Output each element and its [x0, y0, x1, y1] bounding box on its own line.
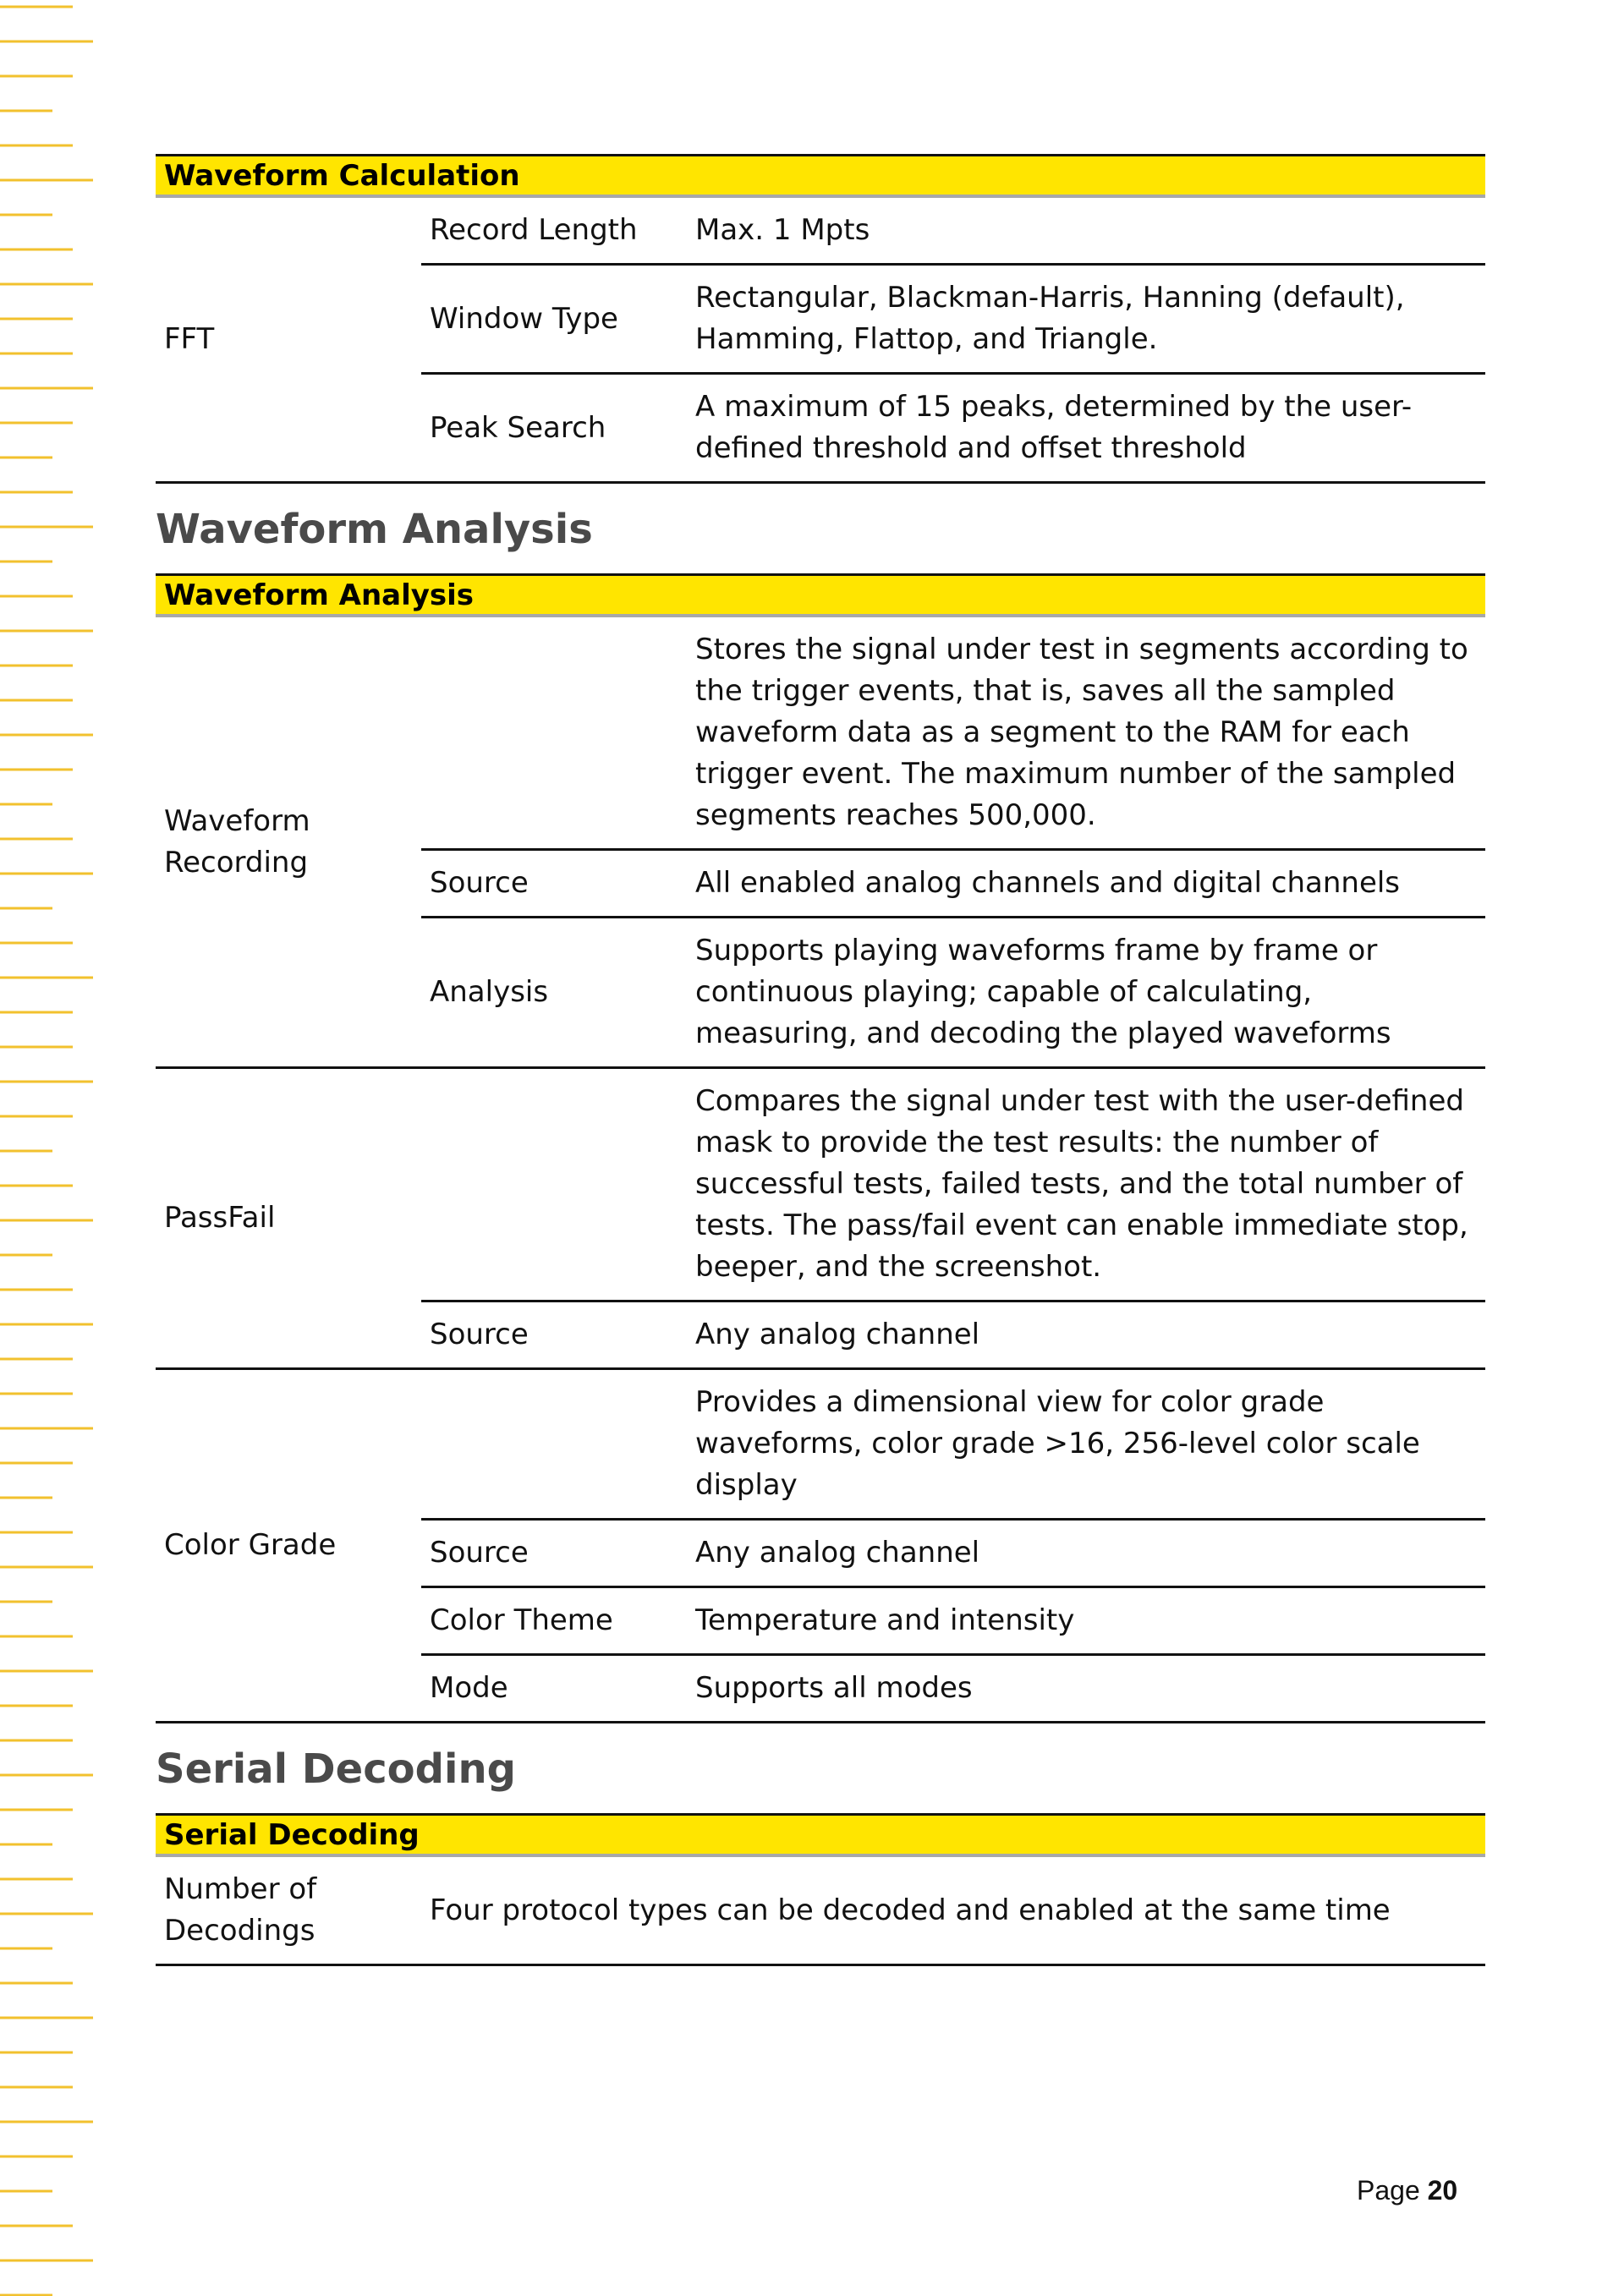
- row-label: Color Theme: [421, 1587, 687, 1655]
- decorative-stripes: [0, 0, 102, 2296]
- table-row: [156, 1068, 1485, 1301]
- row-value: Rectangular, Blackman-Harris, Hanning (default), Hamming, Flattop, and Triangle.: [687, 265, 1485, 374]
- row-value: Supports playing waveforms frame by frame or continuous playing; capable of calculating, measuring, and decoding the played waveforms: [687, 918, 1485, 1068]
- row-label: Source: [421, 1520, 687, 1587]
- page-number-value: 20: [1427, 2175, 1458, 2206]
- row-value: Compares the signal under test with the user-defined mask to provide the test results: the number of successful tests, failed tests, and the total number of tests. The pass/fail event can enable immediate stop, beeper, and the screenshot.: [687, 1068, 1485, 1301]
- row-label: Mode: [421, 1655, 687, 1723]
- row-value: Stores the signal under test in segments according to the trigger events, that is, saves all the sampled waveform data as a segment to the RAM for each trigger event. The maximum number of the sampled segments reaches 500,000.: [687, 617, 1485, 850]
- row-value: A maximum of 15 peaks, determined by the user-defined threshold and offset threshold: [687, 374, 1485, 483]
- row-value: Any analog channel: [687, 1520, 1485, 1587]
- section-heading-waveform-analysis: Waveform Analysis: [156, 506, 593, 553]
- row-value: All enabled analog channels and digital channels: [687, 850, 1485, 918]
- section-bar-title: Serial Decoding: [164, 1817, 420, 1852]
- serial-decoding-table: [156, 1857, 1485, 1966]
- row-label: Peak Search: [421, 374, 687, 483]
- page-label: Page: [1357, 2175, 1420, 2206]
- table-row: [156, 1369, 1485, 1520]
- row-label: [421, 1369, 687, 1520]
- row-label: Analysis: [421, 918, 687, 1068]
- waveform-calculation-table: [156, 198, 1485, 484]
- row-label: Record Length: [421, 198, 687, 265]
- section-bar-title: Waveform Calculation: [164, 158, 520, 193]
- row-value: Max. 1 Mpts: [687, 198, 1485, 265]
- row-value: Any analog channel: [687, 1301, 1485, 1369]
- section-bar-serial-decoding: [156, 1813, 1485, 1857]
- group-label: Waveform Recording: [156, 617, 421, 1068]
- row-label: Number of Decodings: [156, 1857, 421, 1965]
- section-bar-waveform-analysis: [156, 573, 1485, 617]
- section-heading-serial-decoding: Serial Decoding: [156, 1745, 516, 1793]
- page-content: [156, 154, 1485, 1966]
- row-value: Temperature and intensity: [687, 1587, 1485, 1655]
- table-row: [156, 1857, 1485, 1965]
- row-label: Window Type: [421, 265, 687, 374]
- group-label: Color Grade: [156, 1369, 421, 1723]
- waveform-analysis-table: [156, 617, 1485, 1723]
- row-value: Provides a dimensional view for color grade waveforms, color grade >16, 256-level color scale display: [687, 1369, 1485, 1520]
- group-label: FFT: [156, 198, 421, 483]
- section-bar-title: Waveform Analysis: [164, 578, 475, 612]
- section-bar-waveform-calculation: [156, 154, 1485, 198]
- group-label: PassFail: [156, 1068, 421, 1369]
- row-label: Source: [421, 850, 687, 918]
- row-value: Supports all modes: [687, 1655, 1485, 1723]
- page-number: [1357, 2175, 1457, 2206]
- table-row: [156, 617, 1485, 850]
- row-label: [421, 1068, 687, 1301]
- row-label: Source: [421, 1301, 687, 1369]
- row-label: [421, 617, 687, 850]
- table-row: [156, 198, 1485, 265]
- row-value: Four protocol types can be decoded and enabled at the same time: [421, 1857, 1485, 1965]
